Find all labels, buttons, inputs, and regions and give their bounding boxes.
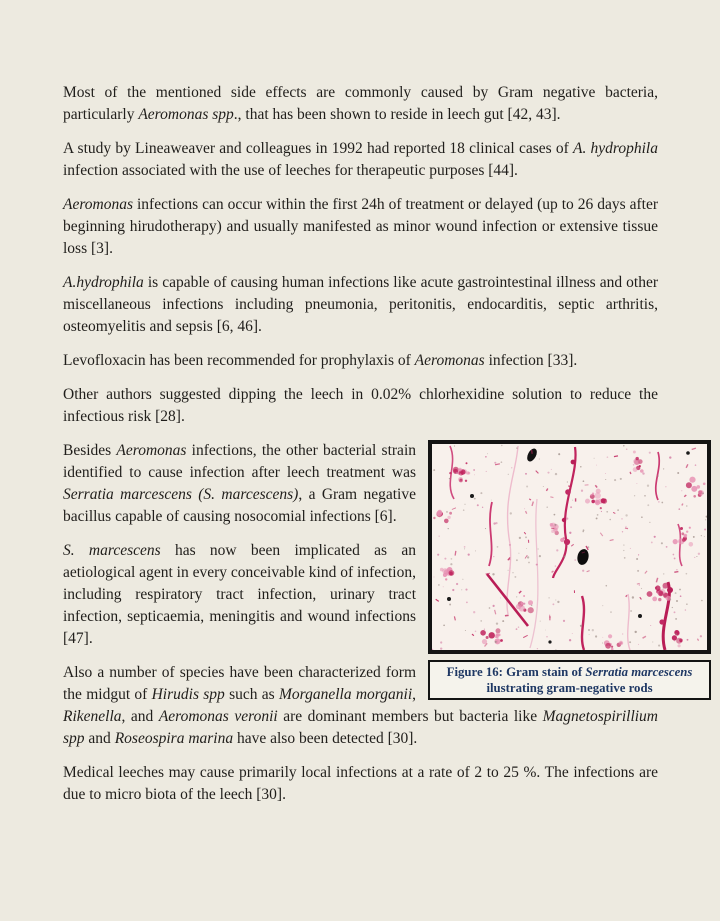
- text-run: infection [33].: [484, 352, 578, 369]
- text-run: infection associated with the use of leeches for therapeutic purposes [44].: [63, 162, 518, 179]
- text-run: A. hydrophila: [572, 140, 658, 157]
- text-run: Roseospira marina: [114, 730, 234, 747]
- figure-16: [428, 440, 711, 700]
- text-run: S. marcescens: [63, 542, 161, 559]
- text-run: infections, the other bacterial strain identified to cause infection after leech treatment was: [63, 442, 416, 481]
- text-run: Aeromonas spp: [138, 106, 234, 123]
- micrograph-svg: [432, 444, 707, 650]
- text-run: has now been implicated as an aetiological agent in every conceivable kind of infection, including respiratory tract infection, urinary tract infection, septicaemia, meningitis and wound infections [47].: [63, 542, 417, 647]
- text-run: Aeromonas: [414, 352, 485, 369]
- text-run: ,: [412, 686, 416, 703]
- text-run: Also a number of species have been characterized form the midgut of: [63, 664, 416, 703]
- text-run: Figure 16: Gram stain of: [446, 665, 586, 679]
- text-run: Serratia marcescens (S. marcescens): [63, 486, 299, 503]
- figure-caption: [428, 660, 711, 700]
- paragraph: [63, 762, 658, 806]
- paragraph: [63, 272, 658, 338]
- paragraph: [63, 350, 658, 372]
- paragraph: [63, 138, 658, 182]
- text-run: Besides: [63, 442, 117, 459]
- text-run: Other authors suggested dipping the leech in 0.02% chlorhexidine solution to reduce the infectious risk [28].: [63, 386, 658, 425]
- text-run: Aeromonas veronii: [158, 708, 278, 725]
- text-run: Medical leeches may cause primarily local infections at a rate of 2 to 25 %. The infections are due to micro biota of the leech [30].: [63, 764, 658, 803]
- text-run: have also been detected [30].: [233, 730, 418, 747]
- text-run: Most of the mentioned side effects are commonly caused by Gram negative bacteria, particularly: [63, 84, 658, 123]
- text-run: , and: [121, 708, 159, 725]
- text-run: , a Gram negative bacillus capable of causing nosocomial infections [6].: [63, 486, 416, 525]
- text-run: A study by Lineaweaver and colleagues in 1992 had reported 18 clinical cases of: [63, 140, 573, 157]
- text-run: is capable of causing human infections like acute gastrointestinal illness and other miscellaneous infections including pneumonia, peritonitis, endocarditis, septic arthritis, osteomyelitis and sepsis [6, 46].: [63, 274, 658, 335]
- paragraph: [63, 194, 658, 260]
- text-run: Magnetospirillium spp: [63, 708, 658, 747]
- text-run: A.hydrophila: [63, 274, 144, 291]
- text-run: Aeromonas: [116, 442, 187, 459]
- paragraph: [63, 82, 658, 126]
- text-run: Hirudis spp: [151, 686, 225, 703]
- text-run: are dominant members but bacteria like: [277, 708, 543, 725]
- text-run: Levofloxacin has been recommended for prophylaxis of: [63, 352, 415, 369]
- text-run: Serratia marcescens: [585, 665, 693, 679]
- text-run: ., that has been shown to reside in leech gut [42, 43].: [233, 106, 561, 123]
- text-run: such as: [224, 686, 279, 703]
- text-run: Morganella morganii: [278, 686, 413, 703]
- text-run: Aeromonas: [63, 196, 134, 213]
- text-run: ilustrating gram-negative rods: [486, 681, 653, 695]
- text-run: infections can occur within the first 24h of treatment or delayed (up to 26 days after beginning hirudotherapy) and usually manifested as minor wound infection or extensive tissue loss [3].: [63, 196, 658, 257]
- text-run: Rikenella: [63, 708, 122, 725]
- text-run: and: [84, 730, 115, 747]
- paragraph: [63, 384, 658, 428]
- gram-stain-micrograph: [428, 440, 711, 654]
